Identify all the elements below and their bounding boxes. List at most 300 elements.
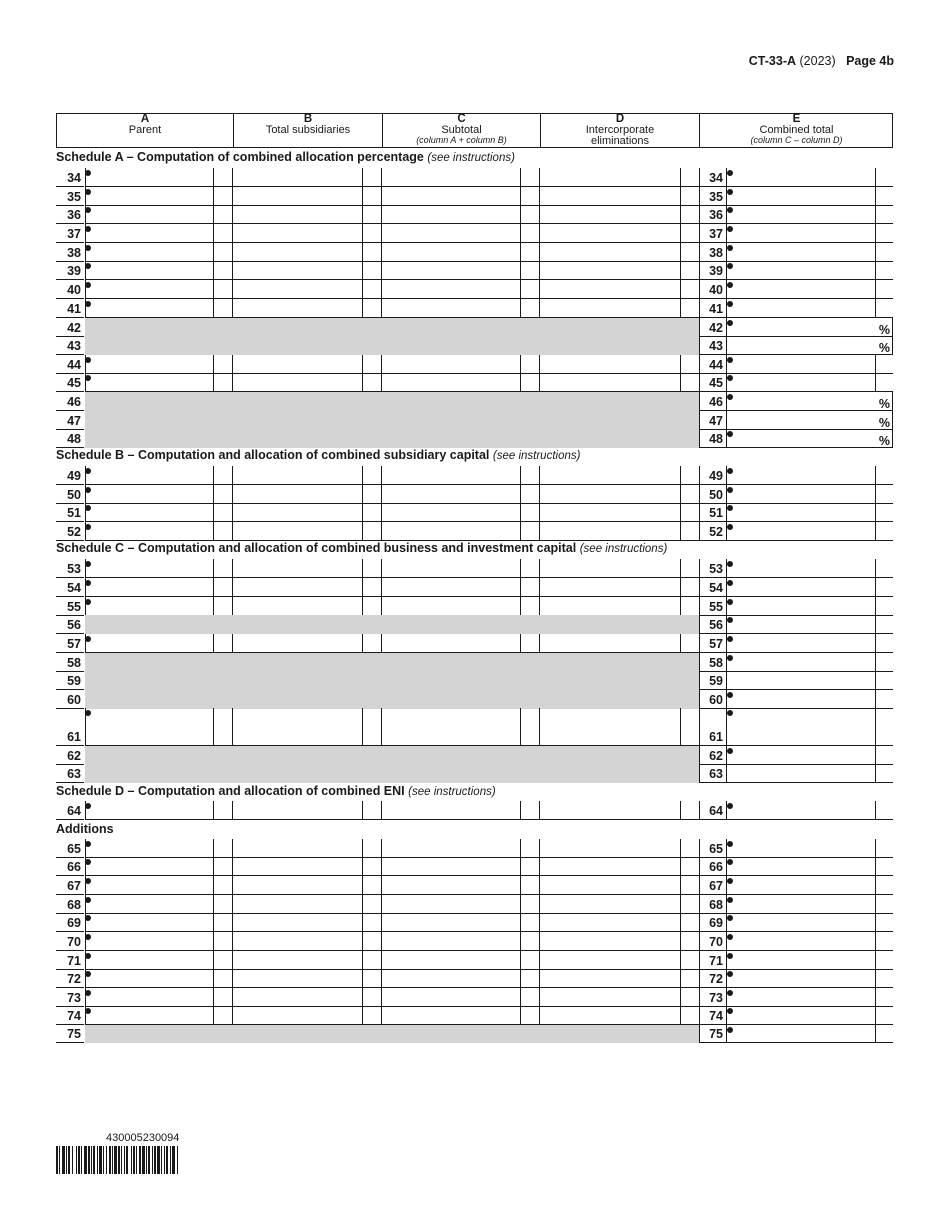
amount-field-73-7[interactable] bbox=[680, 988, 699, 1007]
amount-field-44-0[interactable] bbox=[85, 355, 214, 374]
amount-field-54-7[interactable] bbox=[680, 578, 699, 597]
amount-field-37-3[interactable] bbox=[362, 224, 382, 243]
cents-field-38[interactable] bbox=[875, 243, 893, 262]
combined-total-field-67[interactable] bbox=[726, 876, 875, 895]
combined-total-field-37[interactable] bbox=[726, 224, 875, 243]
amount-field-39-2[interactable] bbox=[232, 261, 363, 280]
amount-field-73-1[interactable] bbox=[213, 988, 233, 1007]
combined-total-field-56[interactable] bbox=[726, 615, 875, 634]
amount-field-65-6[interactable] bbox=[539, 839, 681, 858]
amount-field-41-6[interactable] bbox=[539, 299, 681, 318]
amount-field-35-3[interactable] bbox=[362, 187, 382, 206]
amount-field-50-0[interactable] bbox=[85, 485, 214, 504]
amount-field-71-6[interactable] bbox=[539, 951, 681, 970]
amount-field-54-0[interactable] bbox=[85, 578, 214, 597]
combined-total-field-74[interactable] bbox=[726, 1006, 875, 1025]
amount-field-41-4[interactable] bbox=[381, 299, 521, 318]
amount-field-71-2[interactable] bbox=[232, 951, 363, 970]
amount-field-66-4[interactable] bbox=[381, 857, 521, 876]
amount-field-45-2[interactable] bbox=[232, 373, 363, 392]
cents-field-58[interactable] bbox=[875, 653, 893, 672]
amount-field-54-3[interactable] bbox=[362, 578, 382, 597]
amount-field-64-6[interactable] bbox=[539, 801, 681, 820]
combined-total-field-57[interactable] bbox=[726, 634, 875, 653]
amount-field-52-3[interactable] bbox=[362, 522, 382, 541]
amount-field-49-6[interactable] bbox=[539, 466, 681, 485]
amount-field-67-5[interactable] bbox=[520, 876, 540, 895]
amount-field-65-2[interactable] bbox=[232, 839, 363, 858]
amount-field-38-3[interactable] bbox=[362, 243, 382, 262]
combined-total-field-73[interactable] bbox=[726, 988, 875, 1007]
amount-field-57-1[interactable] bbox=[213, 634, 233, 653]
amount-field-69-3[interactable] bbox=[362, 913, 382, 932]
combined-total-field-49[interactable] bbox=[726, 466, 875, 485]
amount-field-49-4[interactable] bbox=[381, 466, 521, 485]
amount-field-49-7[interactable] bbox=[680, 466, 699, 485]
combined-total-field-35[interactable] bbox=[726, 187, 875, 206]
amount-field-65-4[interactable] bbox=[381, 839, 521, 858]
amount-field-38-4[interactable] bbox=[381, 243, 521, 262]
combined-total-field-62[interactable] bbox=[726, 746, 875, 765]
amount-field-69-6[interactable] bbox=[539, 913, 681, 932]
amount-field-66-5[interactable] bbox=[520, 857, 540, 876]
amount-field-35-6[interactable] bbox=[539, 187, 681, 206]
amount-field-67-0[interactable] bbox=[85, 876, 214, 895]
combined-total-field-34[interactable] bbox=[726, 168, 875, 187]
amount-field-72-2[interactable] bbox=[232, 969, 363, 988]
combined-total-field-41[interactable] bbox=[726, 299, 875, 318]
amount-field-44-7[interactable] bbox=[680, 355, 699, 374]
cents-field-52[interactable] bbox=[875, 522, 893, 541]
amount-field-69-0[interactable] bbox=[85, 913, 214, 932]
combined-total-field-53[interactable] bbox=[726, 559, 875, 578]
cents-field-59[interactable] bbox=[875, 671, 893, 690]
amount-field-40-3[interactable] bbox=[362, 280, 382, 299]
amount-field-50-5[interactable] bbox=[520, 485, 540, 504]
cents-field-40[interactable] bbox=[875, 280, 893, 299]
cents-field-56[interactable] bbox=[875, 615, 893, 634]
amount-field-69-7[interactable] bbox=[680, 913, 699, 932]
amount-field-68-3[interactable] bbox=[362, 895, 382, 914]
amount-field-45-3[interactable] bbox=[362, 373, 382, 392]
amount-field-64-3[interactable] bbox=[362, 801, 382, 820]
cents-field-51[interactable] bbox=[875, 503, 893, 522]
cents-field-72[interactable] bbox=[875, 969, 893, 988]
amount-field-55-0[interactable] bbox=[85, 597, 214, 616]
amount-field-49-2[interactable] bbox=[232, 466, 363, 485]
amount-field-64-7[interactable] bbox=[680, 801, 699, 820]
amount-field-68-0[interactable] bbox=[85, 895, 214, 914]
amount-field-50-7[interactable] bbox=[680, 485, 699, 504]
amount-field-40-5[interactable] bbox=[520, 280, 540, 299]
amount-field-68-7[interactable] bbox=[680, 895, 699, 914]
amount-field-65-1[interactable] bbox=[213, 839, 233, 858]
combined-total-field-66[interactable] bbox=[726, 857, 875, 876]
combined-total-field-55[interactable] bbox=[726, 597, 875, 616]
amount-field-36-2[interactable] bbox=[232, 205, 363, 224]
amount-field-57-3[interactable] bbox=[362, 634, 382, 653]
amount-field-68-1[interactable] bbox=[213, 895, 233, 914]
amount-field-57-4[interactable] bbox=[381, 634, 521, 653]
cents-field-41[interactable] bbox=[875, 299, 893, 318]
cents-field-63[interactable] bbox=[875, 764, 893, 783]
cents-field-65[interactable] bbox=[875, 839, 893, 858]
amount-field-36-6[interactable] bbox=[539, 205, 681, 224]
amount-field-45-0[interactable] bbox=[85, 373, 214, 392]
amount-field-64-2[interactable] bbox=[232, 801, 363, 820]
amount-field-37-1[interactable] bbox=[213, 224, 233, 243]
amount-field-74-7[interactable] bbox=[680, 1006, 699, 1025]
amount-field-34-6[interactable] bbox=[539, 168, 681, 187]
amount-field-61-2[interactable] bbox=[232, 708, 363, 746]
amount-field-45-4[interactable] bbox=[381, 373, 521, 392]
amount-field-36-0[interactable] bbox=[85, 205, 214, 224]
amount-field-70-6[interactable] bbox=[539, 932, 681, 951]
amount-field-66-0[interactable] bbox=[85, 857, 214, 876]
amount-field-54-4[interactable] bbox=[381, 578, 521, 597]
amount-field-70-2[interactable] bbox=[232, 932, 363, 951]
combined-total-field-50[interactable] bbox=[726, 485, 875, 504]
amount-field-51-2[interactable] bbox=[232, 503, 363, 522]
amount-field-51-3[interactable] bbox=[362, 503, 382, 522]
amount-field-44-4[interactable] bbox=[381, 355, 521, 374]
amount-field-55-1[interactable] bbox=[213, 597, 233, 616]
amount-field-41-0[interactable] bbox=[85, 299, 214, 318]
combined-total-field-72[interactable] bbox=[726, 969, 875, 988]
amount-field-55-4[interactable] bbox=[381, 597, 521, 616]
amount-field-73-0[interactable] bbox=[85, 988, 214, 1007]
amount-field-66-6[interactable] bbox=[539, 857, 681, 876]
combined-total-field-69[interactable] bbox=[726, 913, 875, 932]
amount-field-71-4[interactable] bbox=[381, 951, 521, 970]
amount-field-45-5[interactable] bbox=[520, 373, 540, 392]
amount-field-71-0[interactable] bbox=[85, 951, 214, 970]
amount-field-38-7[interactable] bbox=[680, 243, 699, 262]
amount-field-45-1[interactable] bbox=[213, 373, 233, 392]
amount-field-49-3[interactable] bbox=[362, 466, 382, 485]
cents-field-49[interactable] bbox=[875, 466, 893, 485]
cents-field-55[interactable] bbox=[875, 597, 893, 616]
amount-field-66-2[interactable] bbox=[232, 857, 363, 876]
amount-field-57-7[interactable] bbox=[680, 634, 699, 653]
amount-field-34-3[interactable] bbox=[362, 168, 382, 187]
amount-field-37-5[interactable] bbox=[520, 224, 540, 243]
cents-field-53[interactable] bbox=[875, 559, 893, 578]
amount-field-68-6[interactable] bbox=[539, 895, 681, 914]
amount-field-68-5[interactable] bbox=[520, 895, 540, 914]
amount-field-41-1[interactable] bbox=[213, 299, 233, 318]
amount-field-70-3[interactable] bbox=[362, 932, 382, 951]
cents-field-67[interactable] bbox=[875, 876, 893, 895]
amount-field-39-7[interactable] bbox=[680, 261, 699, 280]
amount-field-36-5[interactable] bbox=[520, 205, 540, 224]
cents-field-57[interactable] bbox=[875, 634, 893, 653]
amount-field-55-6[interactable] bbox=[539, 597, 681, 616]
amount-field-71-3[interactable] bbox=[362, 951, 382, 970]
amount-field-44-3[interactable] bbox=[362, 355, 382, 374]
amount-field-37-4[interactable] bbox=[381, 224, 521, 243]
amount-field-34-4[interactable] bbox=[381, 168, 521, 187]
amount-field-57-2[interactable] bbox=[232, 634, 363, 653]
combined-total-field-40[interactable] bbox=[726, 280, 875, 299]
amount-field-61-3[interactable] bbox=[362, 708, 382, 746]
cents-field-54[interactable] bbox=[875, 578, 893, 597]
amount-field-73-5[interactable] bbox=[520, 988, 540, 1007]
amount-field-38-2[interactable] bbox=[232, 243, 363, 262]
amount-field-40-0[interactable] bbox=[85, 280, 214, 299]
amount-field-49-1[interactable] bbox=[213, 466, 233, 485]
amount-field-41-3[interactable] bbox=[362, 299, 382, 318]
amount-field-74-4[interactable] bbox=[381, 1006, 521, 1025]
amount-field-49-0[interactable] bbox=[85, 466, 214, 485]
cents-field-64[interactable] bbox=[875, 801, 893, 820]
amount-field-38-5[interactable] bbox=[520, 243, 540, 262]
amount-field-37-7[interactable] bbox=[680, 224, 699, 243]
amount-field-72-1[interactable] bbox=[213, 969, 233, 988]
combined-total-field-59[interactable] bbox=[726, 671, 875, 690]
amount-field-51-6[interactable] bbox=[539, 503, 681, 522]
amount-field-54-1[interactable] bbox=[213, 578, 233, 597]
cents-field-69[interactable] bbox=[875, 913, 893, 932]
amount-field-66-3[interactable] bbox=[362, 857, 382, 876]
amount-field-35-1[interactable] bbox=[213, 187, 233, 206]
amount-field-39-3[interactable] bbox=[362, 261, 382, 280]
amount-field-39-1[interactable] bbox=[213, 261, 233, 280]
amount-field-70-4[interactable] bbox=[381, 932, 521, 951]
amount-field-68-2[interactable] bbox=[232, 895, 363, 914]
amount-field-55-3[interactable] bbox=[362, 597, 382, 616]
amount-field-72-5[interactable] bbox=[520, 969, 540, 988]
amount-field-65-7[interactable] bbox=[680, 839, 699, 858]
amount-field-72-3[interactable] bbox=[362, 969, 382, 988]
amount-field-53-7[interactable] bbox=[680, 559, 699, 578]
cents-field-75[interactable] bbox=[875, 1025, 893, 1043]
combined-total-field-65[interactable] bbox=[726, 839, 875, 858]
amount-field-40-4[interactable] bbox=[381, 280, 521, 299]
cents-field-71[interactable] bbox=[875, 951, 893, 970]
amount-field-51-7[interactable] bbox=[680, 503, 699, 522]
amount-field-71-7[interactable] bbox=[680, 951, 699, 970]
amount-field-71-5[interactable] bbox=[520, 951, 540, 970]
amount-field-49-5[interactable] bbox=[520, 466, 540, 485]
amount-field-54-2[interactable] bbox=[232, 578, 363, 597]
amount-field-54-5[interactable] bbox=[520, 578, 540, 597]
amount-field-61-7[interactable] bbox=[680, 708, 699, 746]
amount-field-45-7[interactable] bbox=[680, 373, 699, 392]
amount-field-52-2[interactable] bbox=[232, 522, 363, 541]
amount-field-73-4[interactable] bbox=[381, 988, 521, 1007]
amount-field-55-5[interactable] bbox=[520, 597, 540, 616]
amount-field-61-1[interactable] bbox=[213, 708, 233, 746]
combined-total-field-45[interactable] bbox=[726, 373, 875, 392]
combined-total-field-54[interactable] bbox=[726, 578, 875, 597]
amount-field-34-2[interactable] bbox=[232, 168, 363, 187]
amount-field-73-6[interactable] bbox=[539, 988, 681, 1007]
combined-total-field-60[interactable] bbox=[726, 690, 875, 709]
amount-field-44-5[interactable] bbox=[520, 355, 540, 374]
amount-field-44-2[interactable] bbox=[232, 355, 363, 374]
amount-field-52-1[interactable] bbox=[213, 522, 233, 541]
amount-field-67-6[interactable] bbox=[539, 876, 681, 895]
combined-total-field-63[interactable] bbox=[726, 764, 875, 783]
amount-field-68-4[interactable] bbox=[381, 895, 521, 914]
combined-total-field-52[interactable] bbox=[726, 522, 875, 541]
amount-field-51-1[interactable] bbox=[213, 503, 233, 522]
amount-field-37-6[interactable] bbox=[539, 224, 681, 243]
amount-field-61-5[interactable] bbox=[520, 708, 540, 746]
amount-field-37-2[interactable] bbox=[232, 224, 363, 243]
amount-field-44-6[interactable] bbox=[539, 355, 681, 374]
amount-field-66-7[interactable] bbox=[680, 857, 699, 876]
amount-field-65-5[interactable] bbox=[520, 839, 540, 858]
amount-field-74-5[interactable] bbox=[520, 1006, 540, 1025]
cents-field-73[interactable] bbox=[875, 988, 893, 1007]
amount-field-52-5[interactable] bbox=[520, 522, 540, 541]
amount-field-36-7[interactable] bbox=[680, 205, 699, 224]
amount-field-70-5[interactable] bbox=[520, 932, 540, 951]
amount-field-70-7[interactable] bbox=[680, 932, 699, 951]
amount-field-53-4[interactable] bbox=[381, 559, 521, 578]
amount-field-72-6[interactable] bbox=[539, 969, 681, 988]
combined-total-field-64[interactable] bbox=[726, 801, 875, 820]
amount-field-57-6[interactable] bbox=[539, 634, 681, 653]
amount-field-40-7[interactable] bbox=[680, 280, 699, 299]
amount-field-67-3[interactable] bbox=[362, 876, 382, 895]
amount-field-41-2[interactable] bbox=[232, 299, 363, 318]
amount-field-69-1[interactable] bbox=[213, 913, 233, 932]
amount-field-39-0[interactable] bbox=[85, 261, 214, 280]
amount-field-73-3[interactable] bbox=[362, 988, 382, 1007]
amount-field-39-6[interactable] bbox=[539, 261, 681, 280]
cents-field-74[interactable] bbox=[875, 1006, 893, 1025]
amount-field-54-6[interactable] bbox=[539, 578, 681, 597]
combined-total-field-70[interactable] bbox=[726, 932, 875, 951]
amount-field-52-4[interactable] bbox=[381, 522, 521, 541]
amount-field-40-1[interactable] bbox=[213, 280, 233, 299]
cents-field-66[interactable] bbox=[875, 857, 893, 876]
combined-total-field-68[interactable] bbox=[726, 895, 875, 914]
amount-field-38-6[interactable] bbox=[539, 243, 681, 262]
cents-field-37[interactable] bbox=[875, 224, 893, 243]
amount-field-61-4[interactable] bbox=[381, 708, 521, 746]
amount-field-53-2[interactable] bbox=[232, 559, 363, 578]
amount-field-52-0[interactable] bbox=[85, 522, 214, 541]
amount-field-74-1[interactable] bbox=[213, 1006, 233, 1025]
amount-field-67-4[interactable] bbox=[381, 876, 521, 895]
amount-field-64-0[interactable] bbox=[85, 801, 214, 820]
amount-field-50-6[interactable] bbox=[539, 485, 681, 504]
amount-field-35-4[interactable] bbox=[381, 187, 521, 206]
amount-field-34-7[interactable] bbox=[680, 168, 699, 187]
amount-field-50-2[interactable] bbox=[232, 485, 363, 504]
amount-field-65-3[interactable] bbox=[362, 839, 382, 858]
amount-field-67-2[interactable] bbox=[232, 876, 363, 895]
amount-field-51-5[interactable] bbox=[520, 503, 540, 522]
amount-field-53-3[interactable] bbox=[362, 559, 382, 578]
amount-field-61-0[interactable] bbox=[85, 708, 214, 746]
amount-field-72-7[interactable] bbox=[680, 969, 699, 988]
combined-total-field-36[interactable] bbox=[726, 205, 875, 224]
combined-total-field-51[interactable] bbox=[726, 503, 875, 522]
amount-field-39-4[interactable] bbox=[381, 261, 521, 280]
amount-field-53-6[interactable] bbox=[539, 559, 681, 578]
amount-field-53-0[interactable] bbox=[85, 559, 214, 578]
amount-field-38-0[interactable] bbox=[85, 243, 214, 262]
combined-total-field-39[interactable] bbox=[726, 261, 875, 280]
amount-field-37-0[interactable] bbox=[85, 224, 214, 243]
cents-field-62[interactable] bbox=[875, 746, 893, 765]
amount-field-39-5[interactable] bbox=[520, 261, 540, 280]
amount-field-72-0[interactable] bbox=[85, 969, 214, 988]
amount-field-74-6[interactable] bbox=[539, 1006, 681, 1025]
amount-field-64-4[interactable] bbox=[381, 801, 521, 820]
amount-field-74-0[interactable] bbox=[85, 1006, 214, 1025]
amount-field-44-1[interactable] bbox=[213, 355, 233, 374]
amount-field-51-4[interactable] bbox=[381, 503, 521, 522]
amount-field-40-6[interactable] bbox=[539, 280, 681, 299]
amount-field-53-1[interactable] bbox=[213, 559, 233, 578]
cents-field-50[interactable] bbox=[875, 485, 893, 504]
amount-field-74-3[interactable] bbox=[362, 1006, 382, 1025]
amount-field-34-0[interactable] bbox=[85, 168, 214, 187]
amount-field-70-1[interactable] bbox=[213, 932, 233, 951]
amount-field-41-7[interactable] bbox=[680, 299, 699, 318]
combined-total-field-71[interactable] bbox=[726, 951, 875, 970]
amount-field-64-1[interactable] bbox=[213, 801, 233, 820]
amount-field-55-2[interactable] bbox=[232, 597, 363, 616]
amount-field-70-0[interactable] bbox=[85, 932, 214, 951]
amount-field-34-5[interactable] bbox=[520, 168, 540, 187]
amount-field-53-5[interactable] bbox=[520, 559, 540, 578]
amount-field-51-0[interactable] bbox=[85, 503, 214, 522]
combined-total-field-58[interactable] bbox=[726, 653, 875, 672]
amount-field-36-4[interactable] bbox=[381, 205, 521, 224]
amount-field-52-7[interactable] bbox=[680, 522, 699, 541]
cents-field-39[interactable] bbox=[875, 261, 893, 280]
amount-field-50-3[interactable] bbox=[362, 485, 382, 504]
amount-field-67-1[interactable] bbox=[213, 876, 233, 895]
amount-field-41-5[interactable] bbox=[520, 299, 540, 318]
amount-field-72-4[interactable] bbox=[381, 969, 521, 988]
combined-total-field-44[interactable] bbox=[726, 355, 875, 374]
cents-field-61[interactable] bbox=[875, 708, 893, 746]
amount-field-71-1[interactable] bbox=[213, 951, 233, 970]
amount-field-64-5[interactable] bbox=[520, 801, 540, 820]
amount-field-69-4[interactable] bbox=[381, 913, 521, 932]
amount-field-35-5[interactable] bbox=[520, 187, 540, 206]
cents-field-70[interactable] bbox=[875, 932, 893, 951]
cents-field-34[interactable] bbox=[875, 168, 893, 187]
amount-field-57-5[interactable] bbox=[520, 634, 540, 653]
cents-field-45[interactable] bbox=[875, 373, 893, 392]
amount-field-36-3[interactable] bbox=[362, 205, 382, 224]
amount-field-52-6[interactable] bbox=[539, 522, 681, 541]
amount-field-45-6[interactable] bbox=[539, 373, 681, 392]
amount-field-66-1[interactable] bbox=[213, 857, 233, 876]
amount-field-50-1[interactable] bbox=[213, 485, 233, 504]
amount-field-69-2[interactable] bbox=[232, 913, 363, 932]
amount-field-35-7[interactable] bbox=[680, 187, 699, 206]
amount-field-36-1[interactable] bbox=[213, 205, 233, 224]
combined-total-field-38[interactable] bbox=[726, 243, 875, 262]
cents-field-68[interactable] bbox=[875, 895, 893, 914]
amount-field-67-7[interactable] bbox=[680, 876, 699, 895]
amount-field-38-1[interactable] bbox=[213, 243, 233, 262]
cents-field-44[interactable] bbox=[875, 355, 893, 374]
amount-field-55-7[interactable] bbox=[680, 597, 699, 616]
amount-field-35-0[interactable] bbox=[85, 187, 214, 206]
amount-field-35-2[interactable] bbox=[232, 187, 363, 206]
